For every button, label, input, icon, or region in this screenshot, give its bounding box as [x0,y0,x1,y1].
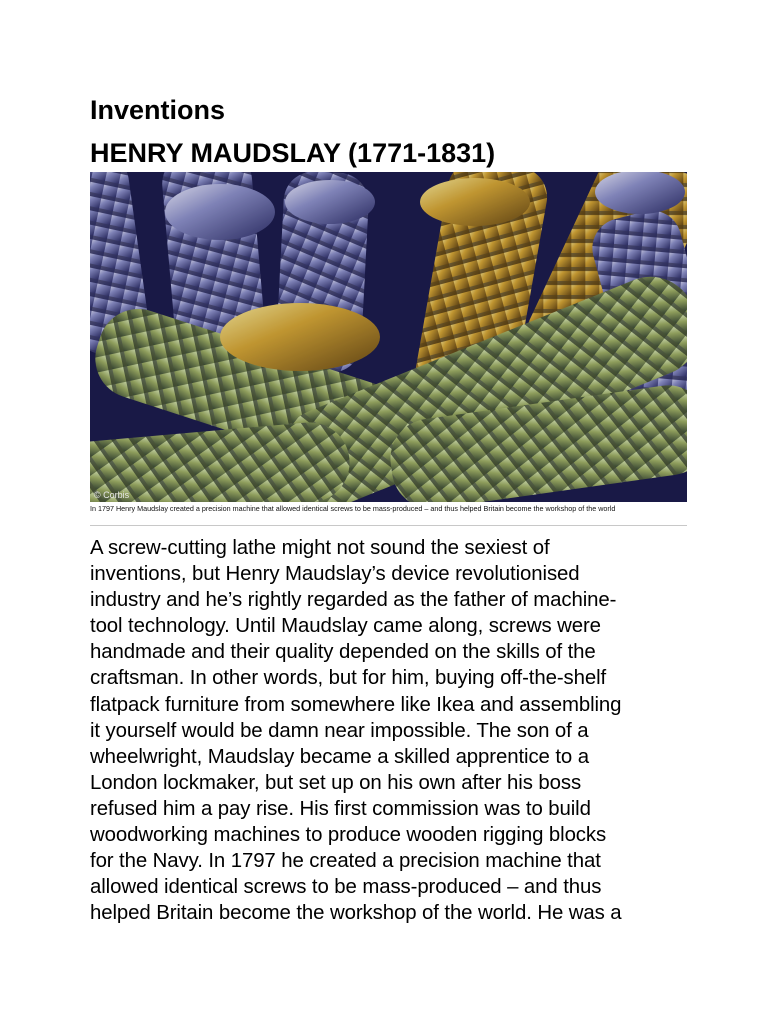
body-line: handmade and their quality depended on the skills of the [90,641,596,664]
screws-photo [90,172,687,502]
body-line: inventions, but Henry Maudslay’s device revolutionised [90,563,580,586]
body-line: it yourself would be damn near impossible. The son of a [90,719,589,742]
body-paragraph [90,535,690,926]
body-line: London lockmaker, but set up on his own after his boss [90,771,582,794]
body-line: industry and he’s rightly regarded as the father of machine- [90,589,617,612]
body-line: allowed identical screws to be mass-produced – and thus [90,876,602,899]
body-line: refused him a pay rise. His first commission was to build [90,797,591,820]
body-line: A screw-cutting lathe might not sound the sexiest of [90,537,550,559]
body-line: tool technology. Until Maudslay came along, screws were [90,615,601,638]
body-line: flatpack furniture from somewhere like Ikea and assembling [90,693,622,716]
body-line: helped Britain become the workshop of the world. He was a [90,902,622,925]
document-subtitle: HENRY MAUDSLAY (1771-1831) [90,138,496,168]
caption-divider [90,525,687,526]
body-line: craftsman. In other words, but for him, buying off-the-shelf [90,667,607,690]
body-line: woodworking machines to produce wooden rigging blocks [90,824,607,847]
photo-caption: In 1797 Henry Maudslay created a precision machine that allowed identical screws to be mass-produced – and thus helped Britain become the workshop of the world [90,504,616,513]
screws-illustration [90,172,687,502]
body-line: for the Navy. In 1797 he created a precision machine that [90,850,601,873]
document-title: Inventions [90,95,226,125]
body-line: wheelwright, Maudslay became a skilled apprentice to a [90,745,589,768]
photo-credit: © Corbis [94,490,130,500]
